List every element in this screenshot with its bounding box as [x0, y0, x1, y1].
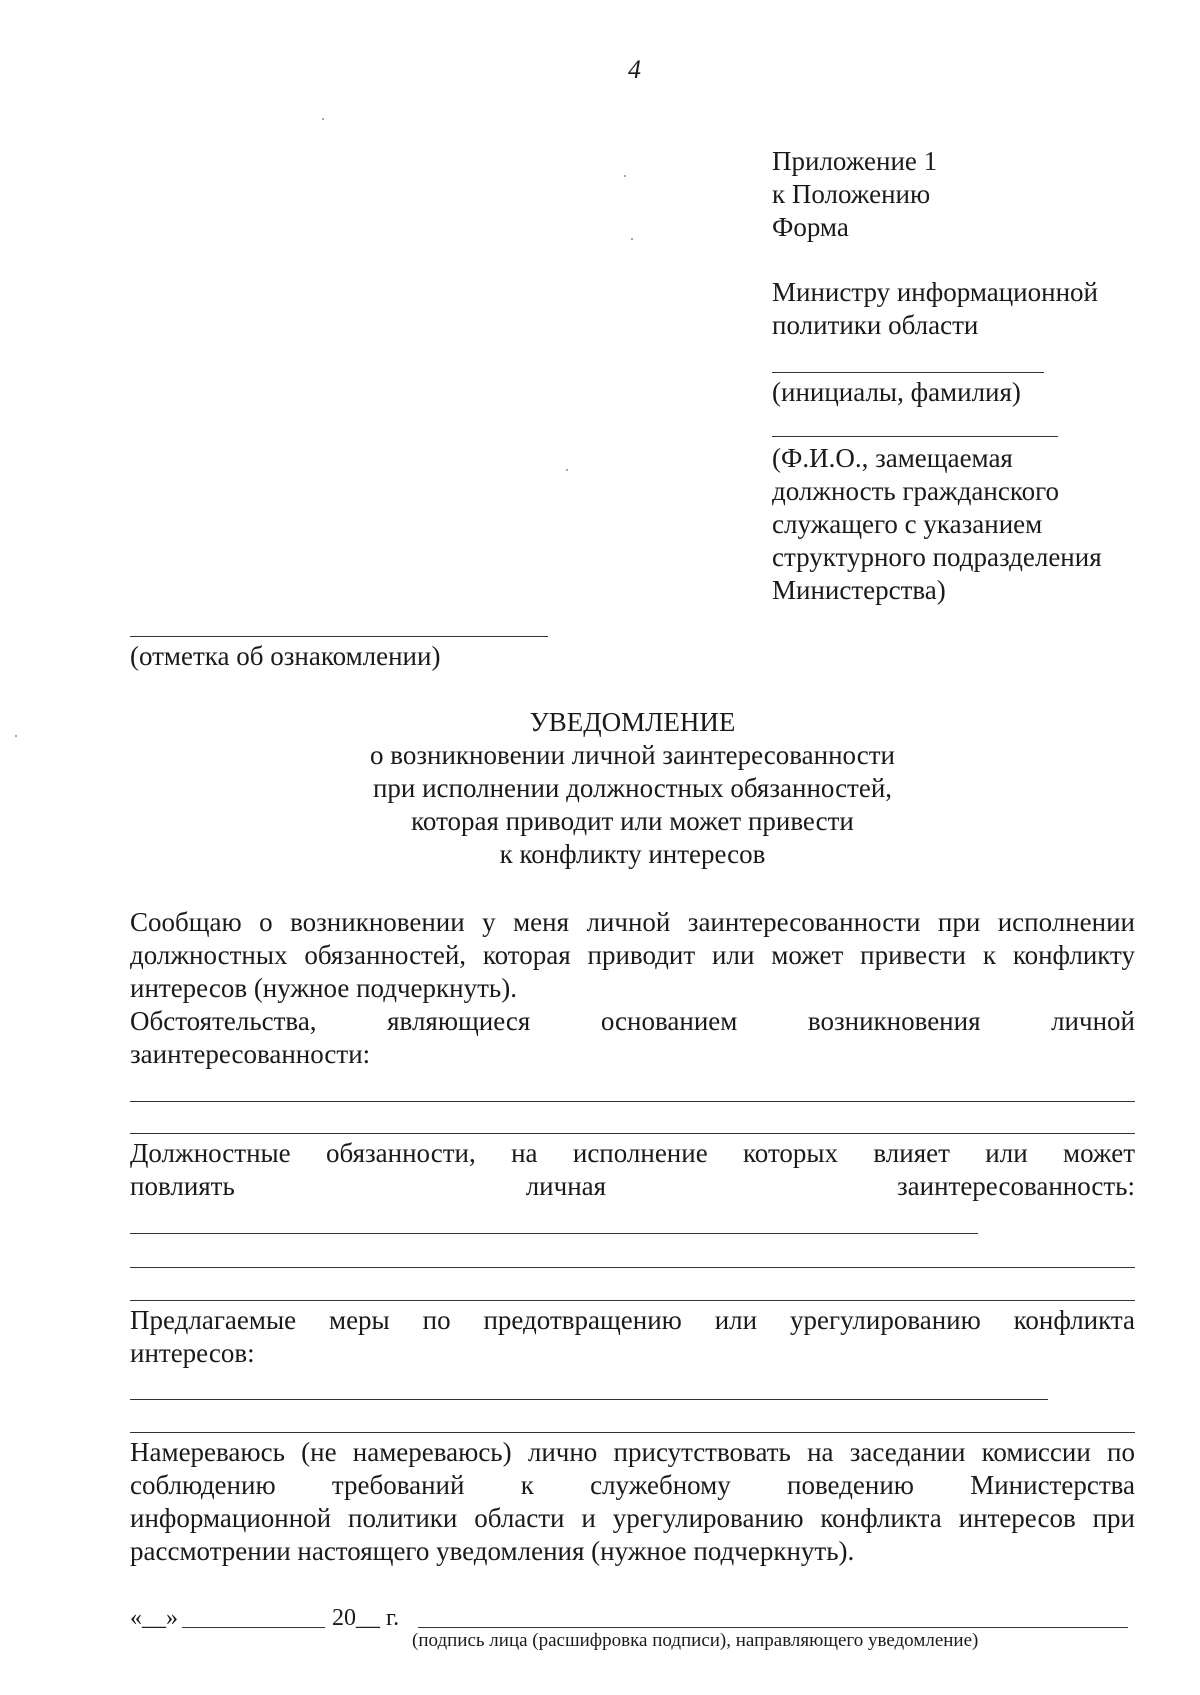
sender-hint-line: должность гражданского [772, 476, 1059, 506]
paragraph-line: соблюдению требований к служебному поведению Министерства [130, 1470, 1135, 1500]
annex-line-3: Форма [772, 212, 849, 242]
circumstances-paragraph [130, 1005, 1135, 1071]
scan-speck [566, 469, 568, 471]
sender-hint-block [772, 442, 1102, 607]
measures-paragraph [130, 1304, 1135, 1370]
addressee-line-1: Министру информационной [772, 277, 1098, 307]
paragraph-line: заинтересованности: [130, 1039, 371, 1069]
annex-line-1: Приложение 1 [772, 146, 938, 176]
notice-title [130, 706, 1135, 871]
date-year: 20__ г. [332, 1605, 400, 1631]
notice-heading: УВЕДОМЛЕНИЕ [529, 707, 736, 737]
page-number: 4 [628, 55, 641, 84]
scan-speck [15, 735, 17, 737]
paragraph-line: Должностные обязанности, на исполнение которых влияет или может [130, 1138, 1135, 1168]
notice-subtitle-line: к конфликту интересов [499, 839, 766, 869]
paragraph-line: Сообщаю о возникновении у меня личной заинтересованности при исполнении [130, 907, 1135, 937]
annex-block [772, 145, 937, 244]
fill-line [130, 1101, 1135, 1102]
paragraph-line: должностных обязанностей, которая приводит или может привести к конфликту [130, 940, 1135, 970]
scan-speck [624, 175, 626, 177]
scan-speck [322, 118, 324, 120]
report-paragraph [130, 906, 1135, 1005]
sender-line [772, 436, 1058, 437]
paragraph-line: повлиять личная заинтересованность: [130, 1171, 1135, 1201]
sender-hint-line: Министерства) [772, 575, 946, 605]
annex-line-2: к Положению [772, 179, 931, 209]
initials-hint: (инициалы, фамилия) [772, 377, 1021, 407]
paragraph-line: интересов: [130, 1338, 255, 1368]
notice-subtitle-line: при исполнении должностных обязанностей, [372, 773, 893, 803]
addressee-line-2: политики области [772, 310, 979, 340]
paragraph-line: Намереваюсь (не намереваюсь) лично присутствовать на заседании комиссии по [130, 1437, 1135, 1467]
acknowledgement-hint: (отметка об ознакомлении) [130, 641, 441, 671]
sender-hint-line: (Ф.И.О., замещаемая [772, 443, 1013, 473]
fill-line [130, 1233, 978, 1234]
duties-paragraph [130, 1137, 1135, 1203]
fill-line [130, 1133, 1135, 1134]
paragraph-line: информационной политики области и урегулированию конфликта интересов при [130, 1503, 1135, 1533]
sender-hint-line: служащего с указанием [772, 509, 1043, 539]
notice-subtitle-line: о возникновении личной заинтересованности [370, 740, 895, 770]
intent-paragraph [130, 1436, 1135, 1568]
scan-speck [631, 238, 633, 240]
fill-line [130, 1399, 1048, 1400]
notice-subtitle-line: которая приводит или может привести [411, 806, 854, 836]
fill-line [130, 1432, 1135, 1433]
initials-line [772, 372, 1044, 373]
sender-hint-line: структурного подразделения [772, 542, 1102, 572]
signature-line [418, 1627, 1128, 1628]
date-open: «__» [130, 1605, 178, 1631]
paragraph-line: Предлагаемые меры по предотвращению или урегулированию конфликта [130, 1305, 1135, 1335]
paragraph-line: рассмотрении настоящего уведомления (нужное подчеркнуть). [130, 1536, 855, 1566]
paragraph-line: интересов (нужное подчеркнуть). [130, 973, 517, 1003]
fill-line [130, 1267, 1135, 1268]
acknowledgement-line [130, 636, 548, 637]
paragraph-line: Обстоятельства, являющиеся основанием возникновения личной [130, 1006, 1135, 1036]
fill-line [130, 1300, 1135, 1301]
signature-caption: (подпись лица (расшифровка подписи), направляющего уведомление) [412, 1630, 979, 1651]
date-month-line [182, 1627, 325, 1628]
addressee-block [772, 276, 1098, 342]
